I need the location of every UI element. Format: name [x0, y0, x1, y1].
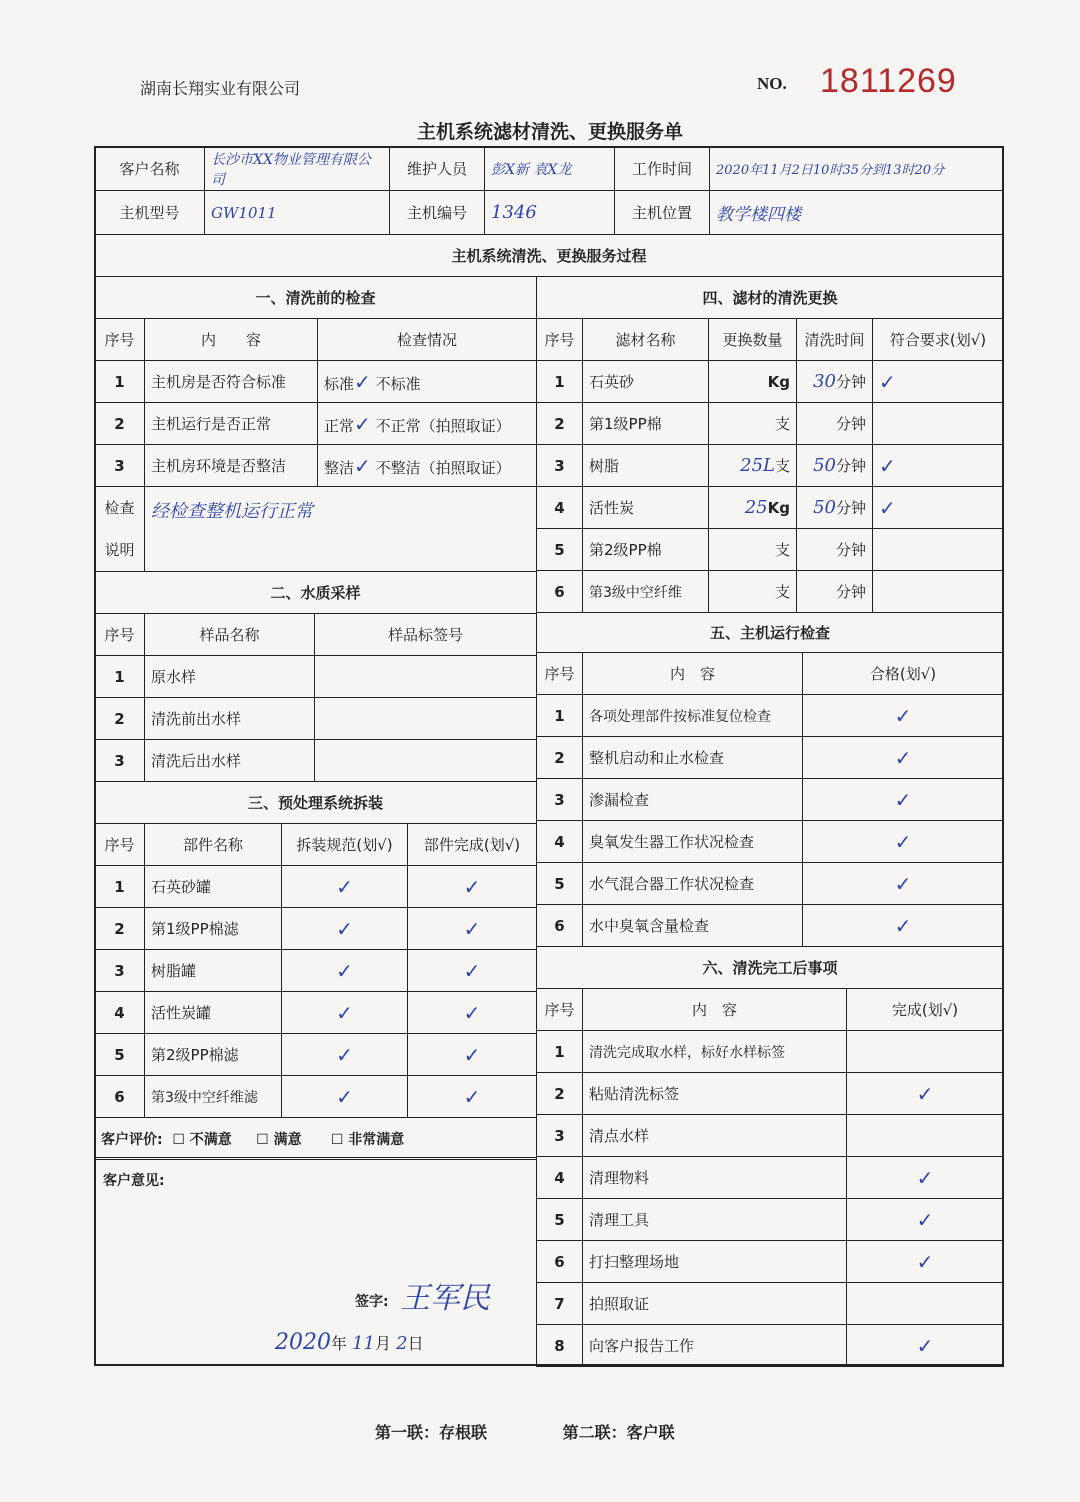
- table-row: [537, 487, 1004, 529]
- row-number: 6: [537, 571, 583, 613]
- table-row: [537, 1073, 1004, 1115]
- table-row: [537, 1199, 1004, 1241]
- row-number: 3: [95, 445, 145, 487]
- note-label: 检查 说明: [95, 487, 145, 572]
- check-mark: ✓: [354, 411, 371, 436]
- check-mark[interactable]: [873, 571, 1004, 613]
- signature[interactable]: 王军民: [400, 1281, 490, 1316]
- row-number: 3: [95, 740, 145, 782]
- table-row: [537, 1157, 1004, 1199]
- time-field[interactable]: 50分钟: [797, 445, 873, 487]
- check-mark[interactable]: ✓: [282, 1076, 408, 1118]
- check-mark[interactable]: ✓: [282, 866, 408, 908]
- col-header: 序号: [537, 989, 583, 1031]
- section-2-title: 二、水质采样: [95, 572, 537, 614]
- customer-value[interactable]: 长沙市XX物业管理有限公司: [205, 147, 390, 191]
- col-header: 内 容: [583, 653, 803, 695]
- maintainer-value[interactable]: 彭X新 袁X龙: [485, 147, 615, 191]
- work-time-label: 工作时间: [615, 147, 710, 191]
- table-row: [537, 571, 1004, 613]
- row-number: 6: [95, 1076, 145, 1118]
- check-mark[interactable]: ✓: [873, 361, 1004, 403]
- table-row: [537, 1241, 1004, 1283]
- check-mark[interactable]: ✓: [847, 1157, 1004, 1199]
- serial-label: NO.: [757, 74, 787, 93]
- check-mark[interactable]: ✓: [282, 950, 408, 992]
- check-mark[interactable]: ✓: [803, 863, 1004, 905]
- col-header: 拆装规范(划√): [282, 824, 408, 866]
- header-table: [94, 146, 1004, 277]
- quantity-field[interactable]: 支: [709, 529, 797, 571]
- table-row: [537, 905, 1004, 947]
- row-number: 3: [537, 1115, 583, 1157]
- check-mark[interactable]: [847, 1031, 1004, 1073]
- check-mark[interactable]: ✓: [408, 1076, 537, 1118]
- check-mark[interactable]: ✓: [408, 950, 537, 992]
- location-value[interactable]: 教学楼四楼: [710, 191, 1004, 235]
- section-3-table: [94, 781, 537, 1160]
- check-mark[interactable]: ✓: [408, 908, 537, 950]
- table-row: [95, 992, 537, 1034]
- note-value[interactable]: 经检查整机运行正常: [145, 487, 537, 572]
- col-header: 符合要求(划√): [873, 319, 1004, 361]
- table-row: [537, 1325, 1004, 1367]
- row-content: 水气混合器工作状况检查: [583, 863, 803, 905]
- process-title: 主机系统清洗、更换服务过程: [95, 235, 1004, 277]
- quantity-field[interactable]: 支: [709, 571, 797, 613]
- option-a[interactable]: 正常: [324, 416, 355, 435]
- check-mark: ✓: [354, 369, 371, 394]
- quantity-field[interactable]: 25Kg: [709, 487, 797, 529]
- col-header: 更换数量: [709, 319, 797, 361]
- row-content: 清理工具: [583, 1199, 847, 1241]
- section-5-table: [536, 612, 1004, 947]
- row-number: 2: [95, 698, 145, 740]
- check-mark[interactable]: ✓: [282, 1034, 408, 1076]
- check-mark[interactable]: ✓: [803, 779, 1004, 821]
- table-row: [537, 695, 1004, 737]
- row-content: 粘贴清洗标签: [583, 1073, 847, 1115]
- row-content: 各项处理部件按标准复位检查: [583, 695, 803, 737]
- checkbox-icon[interactable]: ☐: [330, 1131, 344, 1148]
- model-label: 主机型号: [95, 191, 205, 235]
- part-name: 第2级PP棉滤: [145, 1034, 282, 1076]
- row-content: 清洗完成取水样，标好水样标签: [583, 1031, 847, 1073]
- part-name: 活性炭罐: [145, 992, 282, 1034]
- checkbox-icon[interactable]: ☐: [256, 1131, 269, 1148]
- quantity-field[interactable]: Kg: [709, 361, 797, 403]
- check-options[interactable]: [318, 403, 537, 445]
- part-name: 第3级中空纤维滤: [145, 1076, 282, 1118]
- row-number: 1: [95, 361, 145, 403]
- time-field[interactable]: 分钟: [797, 529, 873, 571]
- row-content: 臭氧发生器工作状况检查: [583, 821, 803, 863]
- check-mark[interactable]: [873, 529, 1004, 571]
- col-header: 检查情况: [318, 319, 537, 361]
- check-mark[interactable]: ✓: [803, 821, 1004, 863]
- section-4-table: [536, 276, 1004, 613]
- table-row: [537, 821, 1004, 863]
- row-content: 主机房环境是否整洁: [145, 445, 318, 487]
- filter-name: 石英砂: [583, 361, 709, 403]
- col-header: 序号: [95, 824, 145, 866]
- table-row: [95, 950, 537, 992]
- row-number: 5: [537, 1199, 583, 1241]
- check-mark[interactable]: ✓: [847, 1325, 1004, 1367]
- row-number: 1: [95, 656, 145, 698]
- maintainer-label: 维护人员: [390, 147, 485, 191]
- check-mark[interactable]: ✓: [408, 1034, 537, 1076]
- col-header: 内 容: [145, 319, 318, 361]
- filter-name: 第3级中空纤维: [583, 571, 709, 613]
- row-number: 3: [537, 445, 583, 487]
- col-header: 部件完成(划√): [408, 824, 537, 866]
- row-number: 5: [537, 863, 583, 905]
- table-row: [537, 361, 1004, 403]
- col-header: 完成(划√): [847, 989, 1004, 1031]
- time-field[interactable]: 分钟: [797, 571, 873, 613]
- check-mark[interactable]: ✓: [847, 1199, 1004, 1241]
- sample-name: 清洗后出水样: [145, 740, 315, 782]
- col-header: 合格(划√): [803, 653, 1004, 695]
- table-row: [95, 698, 537, 740]
- check-mark[interactable]: ✓: [408, 866, 537, 908]
- table-row: [537, 445, 1004, 487]
- sample-tag-field[interactable]: [315, 698, 537, 740]
- company-name: 湖南长翔实业有限公司: [140, 79, 301, 98]
- row-number: 8: [537, 1325, 583, 1367]
- row-number: 1: [537, 361, 583, 403]
- row-number: 6: [537, 905, 583, 947]
- option-satisfied[interactable]: 满意: [273, 1131, 302, 1148]
- section-5-title: 五、主机运行检查: [537, 613, 1004, 653]
- table-row: [537, 737, 1004, 779]
- row-number: 2: [95, 403, 145, 445]
- footer-copies: [375, 1420, 745, 1443]
- copy-stub-label: 第一联：存根联: [375, 1423, 488, 1442]
- option-b[interactable]: 不标准: [375, 374, 421, 393]
- check-mark[interactable]: ✓: [803, 737, 1004, 779]
- row-number: 3: [95, 950, 145, 992]
- row-number: 1: [537, 1031, 583, 1073]
- row-content: 向客户报告工作: [583, 1325, 847, 1367]
- row-number: 2: [537, 737, 583, 779]
- work-time-value[interactable]: 2020年11月2日10时35分到13时20分: [710, 147, 1004, 191]
- section-3-title: 三、预处理系统拆装: [95, 782, 537, 824]
- row-number: 4: [95, 992, 145, 1034]
- row-number: 4: [537, 487, 583, 529]
- table-row: [537, 1031, 1004, 1073]
- check-options[interactable]: [318, 361, 537, 403]
- host-no-label: 主机编号: [390, 191, 485, 235]
- table-row: [95, 740, 537, 782]
- row-number: 2: [537, 403, 583, 445]
- filter-name: 第2级PP棉: [583, 529, 709, 571]
- section-1-table: [94, 276, 537, 572]
- check-mark[interactable]: ✓: [803, 695, 1004, 737]
- table-row: [95, 866, 537, 908]
- time-field[interactable]: 30分钟: [797, 361, 873, 403]
- serial-number: 1811269: [820, 62, 957, 100]
- check-mark[interactable]: [847, 1283, 1004, 1325]
- check-mark[interactable]: ✓: [282, 992, 408, 1034]
- copy-customer-label: 第二联：客户联: [562, 1423, 675, 1442]
- row-content: 整机启动和止水检查: [583, 737, 803, 779]
- check-mark[interactable]: ✓: [408, 992, 537, 1034]
- evaluation-label: 客户评价:: [101, 1131, 163, 1148]
- row-number: 2: [95, 908, 145, 950]
- customer-evaluation: [95, 1118, 537, 1160]
- table-row: [95, 656, 537, 698]
- check-mark[interactable]: ✓: [803, 905, 1004, 947]
- row-number: 1: [537, 695, 583, 737]
- col-header: 序号: [95, 319, 145, 361]
- row-number: 3: [537, 779, 583, 821]
- part-name: 树脂罐: [145, 950, 282, 992]
- row-content: 打扫整理场地: [583, 1241, 847, 1283]
- quantity-field[interactable]: 支: [709, 403, 797, 445]
- table-row: [95, 1034, 537, 1076]
- row-content: 清理物料: [583, 1157, 847, 1199]
- table-row: [537, 1283, 1004, 1325]
- section-6-table: [536, 946, 1004, 1367]
- check-mark[interactable]: ✓: [847, 1073, 1004, 1115]
- row-number: 4: [537, 1157, 583, 1199]
- option-very-satisfied[interactable]: 非常满意: [348, 1131, 405, 1148]
- check-mark: ✓: [354, 453, 371, 478]
- time-field[interactable]: 分钟: [797, 403, 873, 445]
- location-label: 主机位置: [615, 191, 710, 235]
- section-2-table: [94, 571, 537, 782]
- row-number: 5: [537, 529, 583, 571]
- row-content: 拍照取证: [583, 1283, 847, 1325]
- time-field[interactable]: 50分钟: [797, 487, 873, 529]
- row-content: 主机运行是否正常: [145, 403, 318, 445]
- quantity-field[interactable]: 25L支: [709, 445, 797, 487]
- model-value[interactable]: GW1011: [205, 191, 390, 235]
- option-b[interactable]: 不整洁（拍照取证）: [375, 458, 511, 477]
- part-name: 石英砂罐: [145, 866, 282, 908]
- section-6-title: 六、清洗完工后事项: [537, 947, 1004, 989]
- table-row: [95, 445, 537, 487]
- col-header: 滤材名称: [583, 319, 709, 361]
- table-row: [537, 1115, 1004, 1157]
- filter-name: 活性炭: [583, 487, 709, 529]
- check-mark[interactable]: [873, 403, 1004, 445]
- option-a[interactable]: 标准: [324, 374, 355, 393]
- option-b[interactable]: 不正常（拍照取证）: [375, 416, 511, 435]
- table-row: [95, 908, 537, 950]
- col-header: 样品名称: [145, 614, 315, 656]
- row-number: 2: [537, 1073, 583, 1115]
- col-header: 样品标签号: [315, 614, 537, 656]
- option-unsatisfied[interactable]: 不满意: [189, 1131, 232, 1148]
- table-row: [95, 361, 537, 403]
- row-number: 4: [537, 821, 583, 863]
- host-no-value[interactable]: 1346: [485, 191, 615, 235]
- opinion-label: 客户意见:: [103, 1173, 165, 1189]
- table-row: [95, 1076, 537, 1118]
- col-header: 部件名称: [145, 824, 282, 866]
- row-number: 6: [537, 1241, 583, 1283]
- row-content: 清点水样: [583, 1115, 847, 1157]
- filter-name: 树脂: [583, 445, 709, 487]
- table-row: [537, 779, 1004, 821]
- sample-name: 清洗前出水样: [145, 698, 315, 740]
- col-header: 内 容: [583, 989, 847, 1031]
- col-header: 清洗时间: [797, 319, 873, 361]
- check-mark[interactable]: [847, 1115, 1004, 1157]
- checkbox-icon[interactable]: ☐: [172, 1131, 185, 1148]
- row-number: 7: [537, 1283, 583, 1325]
- table-row: [537, 529, 1004, 571]
- table-row: [95, 403, 537, 445]
- table-row: [537, 403, 1004, 445]
- filter-name: 第1级PP棉: [583, 403, 709, 445]
- check-mark[interactable]: ✓: [282, 908, 408, 950]
- option-a[interactable]: 整洁: [324, 458, 355, 477]
- col-header: 序号: [537, 653, 583, 695]
- sample-tag-field[interactable]: [315, 740, 537, 782]
- row-content: 渗漏检查: [583, 779, 803, 821]
- check-options[interactable]: [318, 445, 537, 487]
- sign-label: 签字:: [355, 1294, 389, 1310]
- sign-date: 2020年 11月 2日: [275, 1330, 424, 1355]
- section-1-title: 一、清洗前的检查: [95, 277, 537, 319]
- row-content: 水中臭氧含量检查: [583, 905, 803, 947]
- check-mark[interactable]: ✓: [873, 487, 1004, 529]
- customer-opinion-box[interactable]: [94, 1157, 537, 1366]
- row-number: 1: [95, 866, 145, 908]
- customer-label: 客户名称: [95, 147, 205, 191]
- check-mark[interactable]: ✓: [847, 1241, 1004, 1283]
- row-content: 主机房是否符合标准: [145, 361, 318, 403]
- sample-tag-field[interactable]: [315, 656, 537, 698]
- section-4-title: 四、滤材的清洗更换: [537, 277, 1004, 319]
- row-number: 5: [95, 1034, 145, 1076]
- table-row: [537, 863, 1004, 905]
- document-title: 主机系统滤材清洗、更换服务单: [416, 121, 683, 143]
- part-name: 第1级PP棉滤: [145, 908, 282, 950]
- col-header: 序号: [95, 614, 145, 656]
- sample-name: 原水样: [145, 656, 315, 698]
- check-mark[interactable]: ✓: [873, 445, 1004, 487]
- col-header: 序号: [537, 319, 583, 361]
